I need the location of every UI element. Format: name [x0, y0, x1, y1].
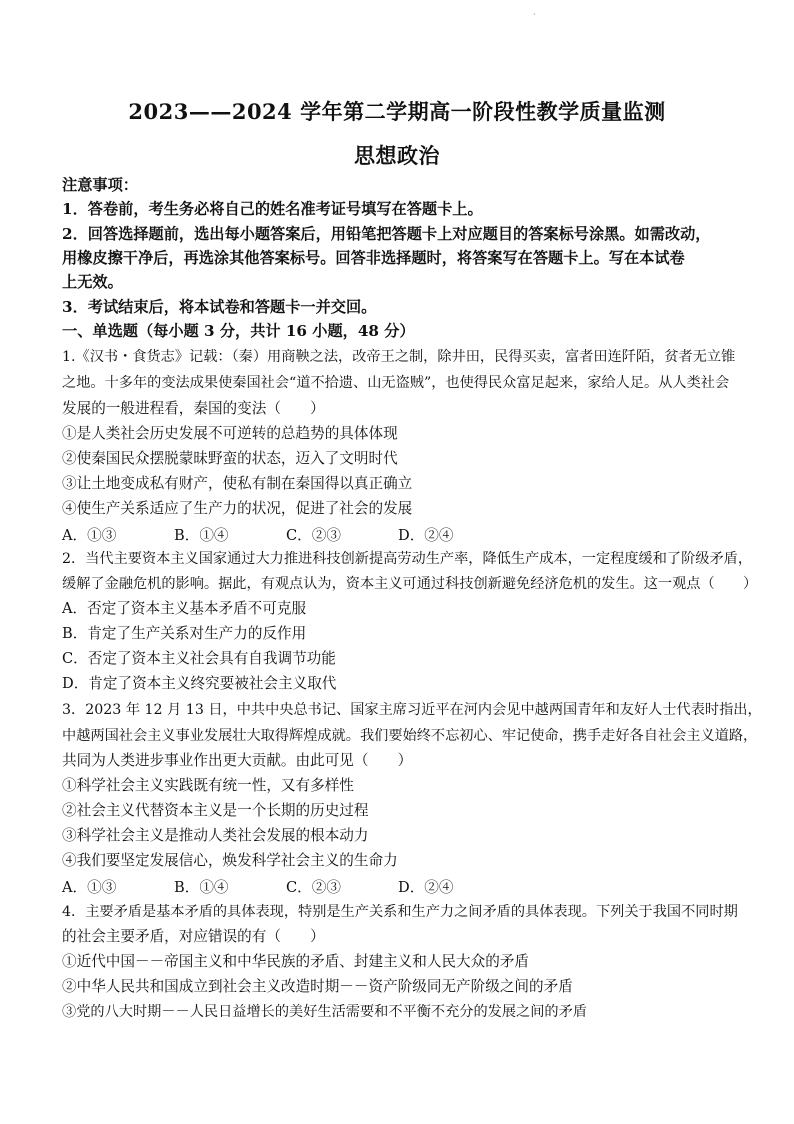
- q1-stem-line: 发展的一般进程看，秦国的变法（ ）: [62, 400, 325, 417]
- q1-item: ②使秦国民众摆脱蒙昧野蛮的状态，迈入了文明时代: [62, 450, 398, 467]
- exam-title: 2023——2024 学年第二学期高一阶段性教学质量监测: [128, 99, 666, 124]
- q2-option-c[interactable]: C．否定了资本主义社会具有自我调节功能: [62, 650, 336, 667]
- notice-heading: 注意事项：: [62, 176, 138, 194]
- q4-stem-line: 的社会主要矛盾，对应错误的有（ ）: [62, 928, 325, 945]
- page-dot: ·: [533, 10, 536, 19]
- q1-stem-line: 1.《汉书・食货志》记载：（秦）用商鞅之法，改帝王之制，除井田，民得买卖，富者田连阡陌，贫者无立锥: [62, 349, 736, 365]
- notice-item: 1．答卷前，考生务必将自己的姓名准考证号填写在答题卡上。: [62, 200, 483, 218]
- q3-stem-line: 中越两国社会主义事业发展壮大取得辉煌成就。我们要始终不忘初心、牢记使命，携手走好各自社会主义道路，: [62, 728, 758, 744]
- q3-item: ④我们要坚定发展信心，焕发科学社会主义的生命力: [62, 852, 398, 869]
- q3-option-d[interactable]: D．②④: [398, 879, 454, 896]
- notice-item: 2．回答选择题前，选出每小题答案后，用铅笔把答题卡上对应题目的答案标号涂黑。如需改动，: [62, 225, 711, 243]
- q2-option-a[interactable]: A．否定了资本主义基本矛盾不可克服: [62, 600, 307, 617]
- q2-stem-line: 2．当代主要资本主义国家通过大力推进科技创新提高劳动生产率，降低生产成本，一定程度缓和了阶级矛盾，: [62, 551, 753, 567]
- q3-stem-line: 共同为人类进步事业作出更大贡献。由此可见（ ）: [62, 752, 413, 769]
- q4-item: ①近代中国－－帝国主义和中华民族的矛盾、封建主义和人民大众的矛盾: [62, 953, 530, 970]
- q1-item: ①是人类社会历史发展不可逆转的总趋势的具体体现: [62, 425, 398, 442]
- notice-item: 上无效。: [62, 273, 123, 291]
- q1-option-d[interactable]: D．②④: [398, 527, 454, 544]
- q3-item: ③科学社会主义是推动人类社会发展的根本动力: [62, 827, 369, 844]
- q4-stem-line: 4．主要矛盾是基本矛盾的具体表现，特别是生产关系和生产力之间矛盾的具体表现。下列关于我国不同时期: [62, 904, 738, 920]
- q1-item: ③让土地变成私有财产，使私有制在秦国得以真正确立: [62, 475, 413, 492]
- section-heading: 一、单选题（每小题 3 分，共计 16 小题，48 分）: [62, 322, 415, 340]
- q2-option-d[interactable]: D．肯定了资本主义终究要被社会主义取代: [62, 675, 337, 692]
- q4-item: ②中华人民共和国成立到社会主义改造时期－－资产阶级同无产阶级之间的矛盾: [62, 978, 573, 995]
- q2-stem-line: 缓解了金融危机的影响。据此，有观点认为，资本主义可通过科技创新避免经济危机的发生。这一观点（ ）: [62, 576, 758, 592]
- q2-option-b[interactable]: B．肯定了生产关系对生产力的反作用: [62, 625, 307, 642]
- notice-item: 用橡皮擦干净后，再选涂其他答案标号。回答非选择题时，将答案写在答题卡上。写在本试卷: [62, 249, 685, 267]
- q1-item: ④使生产关系适应了生产力的状况，促进了社会的发展: [62, 500, 413, 517]
- q3-option-a[interactable]: A．①③: [62, 879, 117, 896]
- subject-title: 思想政治: [354, 143, 440, 168]
- q1-option-b[interactable]: B．①④: [174, 527, 229, 544]
- q1-option-a[interactable]: A．①③: [62, 527, 117, 544]
- q4-item: ③党的八大时期－－人民日益增长的美好生活需要和不平衡不充分的发展之间的矛盾: [62, 1004, 587, 1020]
- q3-option-c[interactable]: C．②③: [286, 879, 341, 896]
- notice-item: 3．考试结束后，将本试卷和答题卡一并交回。: [62, 298, 377, 316]
- q3-option-b[interactable]: B．①④: [174, 879, 229, 896]
- q3-options: [62, 876, 510, 897]
- q3-stem-line: 3．2023 年 12 月 13 日，中共中央总书记、国家主席习近平在河内会见中越两国青年和友好人士代表时指出，: [62, 702, 762, 718]
- q1-options: [62, 524, 510, 545]
- q1-option-c[interactable]: C．②③: [286, 527, 341, 544]
- q3-item: ①科学社会主义实践既有统一性，又有多样性: [62, 777, 354, 794]
- q1-stem-line: 之地。十多年的变法成果使秦国社会“道不拾遗、山无盗贼”，也使得民众富足起来，家给人足。从人类社会: [62, 375, 730, 391]
- q3-item: ②社会主义代替资本主义是一个长期的历史过程: [62, 802, 369, 819]
